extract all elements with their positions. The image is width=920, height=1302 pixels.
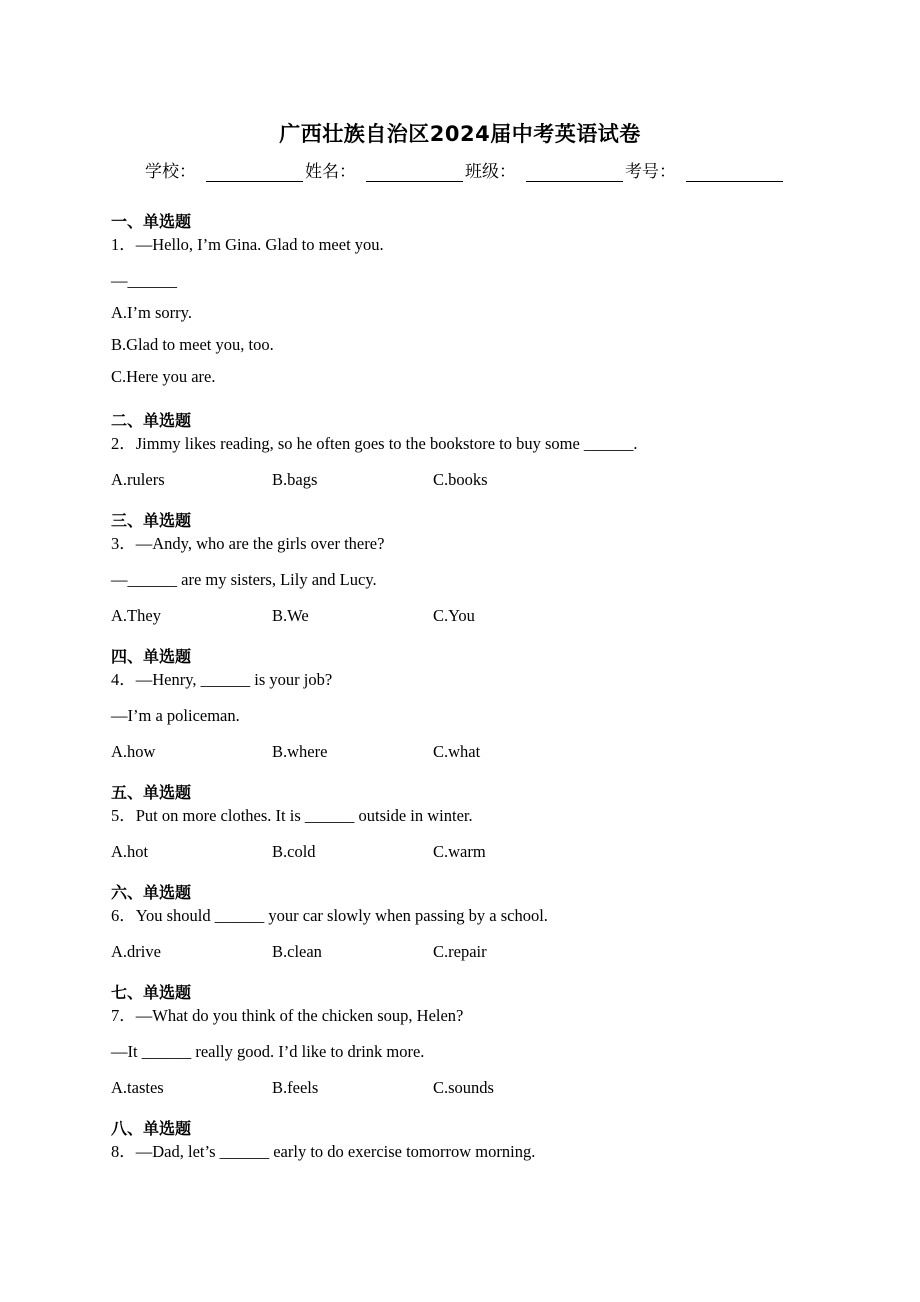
question-text: 5．Put on more clothes. It is ______ outside in winter. [111, 806, 473, 825]
options-row [111, 605, 811, 627]
section-4 [111, 645, 811, 763]
section-heading: 八、单选题 [111, 1119, 192, 1138]
section-6 [111, 881, 811, 963]
options-row [111, 941, 811, 963]
reply-text: —______ [111, 271, 177, 290]
section-heading: 四、单选题 [111, 647, 192, 666]
option-a[interactable]: A.hot [111, 842, 149, 861]
exam-title: 广西壮族自治区2024届中考英语试卷 [279, 122, 641, 146]
student-info-row [145, 157, 785, 182]
option-c[interactable]: C.sounds [433, 1078, 494, 1097]
option-c[interactable]: C.warm [433, 842, 486, 861]
option-a[interactable]: A.tastes [111, 1078, 164, 1097]
class-field[interactable] [526, 161, 623, 182]
option-b[interactable]: B.We [272, 606, 309, 625]
option-c[interactable]: C.books [433, 470, 488, 489]
question-text: 4．—Henry, ______ is your job? [111, 670, 333, 689]
option-b[interactable]: B.cold [272, 842, 316, 861]
section-heading: 二、单选题 [111, 411, 192, 430]
reply-text: —It ______ really good. I’d like to drink more. [111, 1042, 425, 1061]
section-2 [111, 409, 811, 491]
section-3 [111, 509, 811, 627]
option-c[interactable]: C.what [433, 742, 481, 761]
reply-text: —I’m a policeman. [111, 706, 240, 725]
number-field[interactable] [686, 161, 783, 182]
options-row [111, 741, 811, 763]
school-label: 学校： [145, 162, 196, 182]
question-text: 7．—What do you think of the chicken soup, Helen? [111, 1006, 464, 1025]
option-b[interactable]: B.clean [272, 942, 322, 961]
option-a[interactable]: A.I’m sorry. [111, 303, 192, 322]
option-b[interactable]: B.bags [272, 470, 318, 489]
section-7 [111, 981, 811, 1099]
options-row [111, 469, 811, 491]
options-row [111, 1077, 811, 1099]
option-b[interactable]: B.where [272, 742, 328, 761]
option-a[interactable]: A.how [111, 742, 156, 761]
option-c[interactable]: C.You [433, 606, 475, 625]
name-field[interactable] [366, 161, 463, 182]
reply-text: —______ are my sisters, Lily and Lucy. [111, 570, 377, 589]
option-b[interactable]: B.feels [272, 1078, 319, 1097]
options-row [111, 841, 811, 863]
section-1 [111, 210, 811, 388]
section-heading: 五、单选题 [111, 783, 192, 802]
option-a[interactable]: A.drive [111, 942, 161, 961]
section-heading: 一、单选题 [111, 212, 192, 231]
number-label: 考号： [625, 162, 676, 182]
class-label: 班级： [465, 162, 516, 182]
option-c[interactable]: C.repair [433, 942, 487, 961]
section-8 [111, 1117, 811, 1163]
section-heading: 六、单选题 [111, 883, 192, 902]
option-c[interactable]: C.Here you are. [111, 367, 216, 386]
option-b[interactable]: B.Glad to meet you, too. [111, 335, 274, 354]
question-text: 1．—Hello, I’m Gina. Glad to meet you. [111, 235, 384, 254]
school-field[interactable] [206, 161, 303, 182]
question-text: 8．—Dad, let’s ______ early to do exercise tomorrow morning. [111, 1142, 536, 1161]
section-5 [111, 781, 811, 863]
name-label: 姓名： [305, 162, 356, 182]
section-heading: 七、单选题 [111, 983, 192, 1002]
question-text: 2．Jimmy likes reading, so he often goes to the bookstore to buy some ______. [111, 434, 638, 453]
section-heading: 三、单选题 [111, 511, 192, 530]
option-a[interactable]: A.They [111, 606, 161, 625]
question-text: 3．—Andy, who are the girls over there? [111, 534, 385, 553]
question-text: 6．You should ______ your car slowly when passing by a school. [111, 906, 548, 925]
option-a[interactable]: A.rulers [111, 470, 165, 489]
